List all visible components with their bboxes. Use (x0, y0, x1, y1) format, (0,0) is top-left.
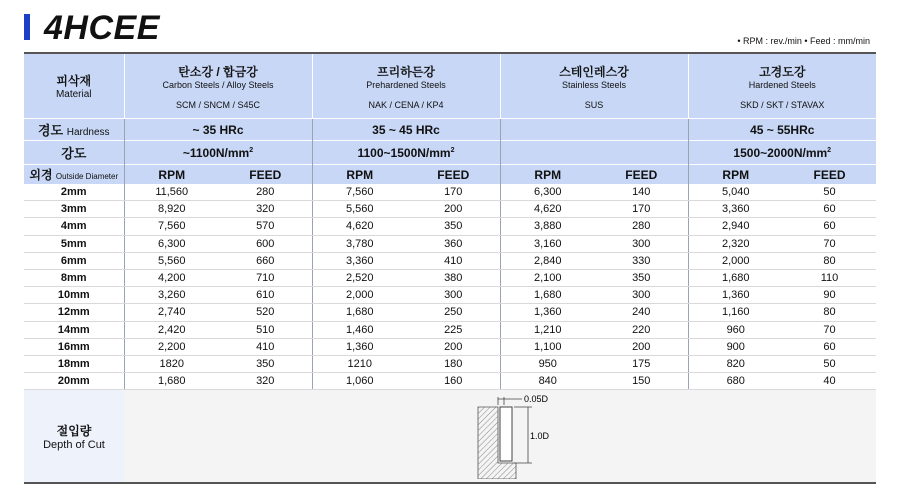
diameter-cell: 3mm (24, 201, 124, 218)
material-name-en: Prehardened Steels (366, 79, 446, 90)
rpm-cell: 1,680 (500, 287, 595, 304)
rpm-cell: 1,680 (124, 373, 219, 390)
feed-cell: 60 (783, 218, 876, 235)
feed-cell: 200 (595, 338, 688, 355)
material-label-cell (24, 53, 124, 119)
diameter-label (24, 165, 124, 185)
data-rows (24, 184, 876, 390)
depth-of-cut-figure-cell (124, 390, 876, 484)
hardness-label-ko: 경도 (37, 123, 64, 138)
rpm-cell: 1820 (124, 355, 219, 372)
rpm-cell: 6,300 (124, 235, 219, 252)
depth-of-cut-row (24, 390, 876, 484)
feed-cell: 520 (219, 304, 312, 321)
diameter-label-ko: 외경 (29, 168, 53, 182)
material-name-ko: 탄소강 / 합금강 (178, 64, 258, 79)
feed-header: FEED (783, 165, 876, 185)
feed-cell: 170 (595, 201, 688, 218)
feed-cell: 225 (407, 321, 500, 338)
material-name-en: Hardened Steels (748, 79, 816, 90)
rpm-cell: 1,680 (312, 304, 407, 321)
feed-cell: 200 (407, 201, 500, 218)
feed-cell: 300 (595, 235, 688, 252)
diameter-cell: 20mm (24, 373, 124, 390)
hardness-value: 35 ~ 45 HRc (312, 119, 500, 141)
feed-cell: 350 (595, 269, 688, 286)
table-row (24, 355, 876, 372)
rpm-cell: 820 (688, 355, 783, 372)
unit-superscript: 2 (450, 146, 455, 154)
rpm-cell: 2,200 (124, 338, 219, 355)
hardness-row (24, 119, 876, 141)
rpm-cell: 3,160 (500, 235, 595, 252)
rpm-cell: 3,260 (124, 287, 219, 304)
rpm-cell: 4,620 (500, 201, 595, 218)
title-accent-bar (24, 14, 30, 40)
rpm-cell: 6,300 (500, 184, 595, 201)
feed-cell: 710 (219, 269, 312, 286)
rpm-cell: 2,420 (124, 321, 219, 338)
material-name-en: Stainless Steels (561, 79, 627, 90)
rpm-cell: 960 (688, 321, 783, 338)
rpm-cell: 8,920 (124, 201, 219, 218)
strength-value (500, 141, 688, 165)
material-header-row (24, 53, 876, 119)
rpm-cell: 7,560 (124, 218, 219, 235)
rpm-cell: 2,320 (688, 235, 783, 252)
column-header-row (24, 165, 876, 185)
rpm-header: RPM (500, 165, 595, 185)
feed-cell: 70 (783, 235, 876, 252)
feed-cell: 50 (783, 184, 876, 201)
feed-cell: 360 (407, 235, 500, 252)
feed-header: FEED (595, 165, 688, 185)
rpm-cell: 2,940 (688, 218, 783, 235)
feed-cell: 90 (783, 287, 876, 304)
hardness-value (500, 119, 688, 141)
rpm-cell: 5,560 (312, 201, 407, 218)
rpm-cell: 1,360 (500, 304, 595, 321)
rpm-cell: 2,000 (312, 287, 407, 304)
page-title: 4HCEE (44, 9, 160, 47)
feed-cell: 330 (595, 252, 688, 269)
rpm-cell: 680 (688, 373, 783, 390)
feed-cell: 110 (783, 269, 876, 286)
material-label-ko: 피삭재 (56, 74, 92, 88)
table-row (24, 373, 876, 390)
strength-value (688, 141, 876, 165)
material-name-ko: 고경도강 (759, 64, 806, 79)
material-stainless-steel (500, 53, 688, 119)
table-row (24, 321, 876, 338)
rpm-cell: 1,680 (688, 269, 783, 286)
rpm-cell: 4,200 (124, 269, 219, 286)
depth-of-cut-en: Depth of Cut (43, 438, 105, 451)
rpm-cell: 2,100 (500, 269, 595, 286)
rpm-cell: 1,100 (500, 338, 595, 355)
rpm-cell: 1,210 (500, 321, 595, 338)
table-row (24, 235, 876, 252)
feed-cell: 80 (783, 304, 876, 321)
hardness-label (24, 119, 124, 141)
rpm-cell: 1,360 (688, 287, 783, 304)
feed-cell: 280 (219, 184, 312, 201)
rpm-cell: 840 (500, 373, 595, 390)
units-note: • RPM : rev./min • Feed : mm/min (737, 36, 870, 46)
material-label-en: Material (55, 89, 92, 100)
depth-of-cut-ko: 절입량 (56, 423, 92, 438)
feed-header: FEED (219, 165, 312, 185)
feed-cell: 510 (219, 321, 312, 338)
material-name-ko: 프리하든강 (377, 64, 435, 79)
hardness-value: 45 ~ 55HRc (688, 119, 876, 141)
rpm-cell: 7,560 (312, 184, 407, 201)
table-row (24, 218, 876, 235)
diameter-cell: 16mm (24, 338, 124, 355)
feed-cell: 180 (407, 355, 500, 372)
table-row (24, 201, 876, 218)
rpm-cell: 2,740 (124, 304, 219, 321)
diameter-cell: 4mm (24, 218, 124, 235)
feed-cell: 240 (595, 304, 688, 321)
rpm-cell: 2,840 (500, 252, 595, 269)
feed-cell: 300 (595, 287, 688, 304)
depth-of-cut-label (24, 390, 124, 484)
table-row (24, 184, 876, 201)
rpm-cell: 2,000 (688, 252, 783, 269)
rpm-header: RPM (312, 165, 407, 185)
feed-cell: 60 (783, 338, 876, 355)
strength-value (312, 141, 500, 165)
feed-cell: 70 (783, 321, 876, 338)
rpm-cell: 5,560 (124, 252, 219, 269)
feed-cell: 300 (407, 287, 500, 304)
material-grades: SCM / SNCM / S45C (175, 99, 260, 110)
rpm-cell: 1,460 (312, 321, 407, 338)
feed-cell: 150 (595, 373, 688, 390)
cutting-conditions-table (24, 52, 876, 484)
feed-cell: 175 (595, 355, 688, 372)
feed-cell: 250 (407, 304, 500, 321)
unit-superscript: 2 (827, 146, 832, 154)
feed-cell: 160 (407, 373, 500, 390)
material-carbon-steel (124, 53, 312, 119)
radial-depth-label: 0.05D (524, 394, 549, 405)
rpm-cell: 1,360 (312, 338, 407, 355)
strength-text: 1100~1500N/mm (357, 145, 451, 160)
rpm-cell: 3,360 (688, 201, 783, 218)
rpm-cell: 1,060 (312, 373, 407, 390)
feed-cell: 600 (219, 235, 312, 252)
rpm-cell: 3,780 (312, 235, 407, 252)
feed-cell: 280 (595, 218, 688, 235)
diameter-cell: 8mm (24, 269, 124, 286)
diameter-label-en: Outside Diameter (55, 172, 119, 181)
material-hardened-steel (688, 53, 876, 119)
material-grades: SKD / SKT / STAVAX (740, 99, 825, 110)
feed-cell: 140 (595, 184, 688, 201)
feed-cell: 170 (407, 184, 500, 201)
rpm-cell: 5,040 (688, 184, 783, 201)
unit-superscript: 2 (249, 146, 254, 154)
hardness-value: ~ 35 HRc (124, 119, 312, 141)
rpm-cell: 950 (500, 355, 595, 372)
rpm-cell: 900 (688, 338, 783, 355)
feed-cell: 220 (595, 321, 688, 338)
feed-cell: 200 (407, 338, 500, 355)
strength-row (24, 141, 876, 165)
feed-cell: 350 (407, 218, 500, 235)
diameter-cell: 5mm (24, 235, 124, 252)
feed-cell: 40 (783, 373, 876, 390)
feed-cell: 50 (783, 355, 876, 372)
axial-depth-label: 1.0D (530, 431, 550, 442)
diameter-cell: 2mm (24, 184, 124, 201)
feed-cell: 350 (219, 355, 312, 372)
material-grades: SUS (584, 99, 604, 110)
strength-text: 1500~2000N/mm (733, 145, 828, 160)
depth-of-cut-diagram (470, 393, 590, 479)
table-row (24, 338, 876, 355)
table-row (24, 269, 876, 286)
feed-cell: 80 (783, 252, 876, 269)
table-row (24, 304, 876, 321)
feed-cell: 610 (219, 287, 312, 304)
diameter-cell: 12mm (24, 304, 124, 321)
rpm-cell: 3,880 (500, 218, 595, 235)
rpm-header: RPM (688, 165, 783, 185)
strength-value (124, 141, 312, 165)
diameter-cell: 6mm (24, 252, 124, 269)
feed-cell: 410 (407, 252, 500, 269)
diameter-cell: 10mm (24, 287, 124, 304)
feed-cell: 570 (219, 218, 312, 235)
feed-cell: 410 (219, 338, 312, 355)
feed-cell: 320 (219, 201, 312, 218)
strength-label: 강도 (24, 141, 124, 165)
cutter-profile (500, 407, 512, 461)
feed-cell: 660 (219, 252, 312, 269)
feed-cell: 60 (783, 201, 876, 218)
feed-cell: 380 (407, 269, 500, 286)
rpm-cell: 3,360 (312, 252, 407, 269)
material-name-ko: 스테인레스강 (559, 64, 629, 79)
hardness-label-en: Hardness (66, 127, 110, 138)
table-row (24, 252, 876, 269)
table-row (24, 287, 876, 304)
rpm-cell: 1210 (312, 355, 407, 372)
rpm-cell: 2,520 (312, 269, 407, 286)
diameter-cell: 14mm (24, 321, 124, 338)
rpm-cell: 1,160 (688, 304, 783, 321)
feed-cell: 320 (219, 373, 312, 390)
material-name-en: Carbon Steels / Alloy Steels (162, 79, 274, 90)
rpm-cell: 4,620 (312, 218, 407, 235)
diameter-cell: 18mm (24, 355, 124, 372)
rpm-header: RPM (124, 165, 219, 185)
rpm-cell: 11,560 (124, 184, 219, 201)
strength-text: ~1100N/mm (182, 145, 250, 160)
material-prehardened-steel (312, 53, 500, 119)
material-grades: NAK / CENA / KP4 (368, 99, 444, 110)
feed-header: FEED (407, 165, 500, 185)
